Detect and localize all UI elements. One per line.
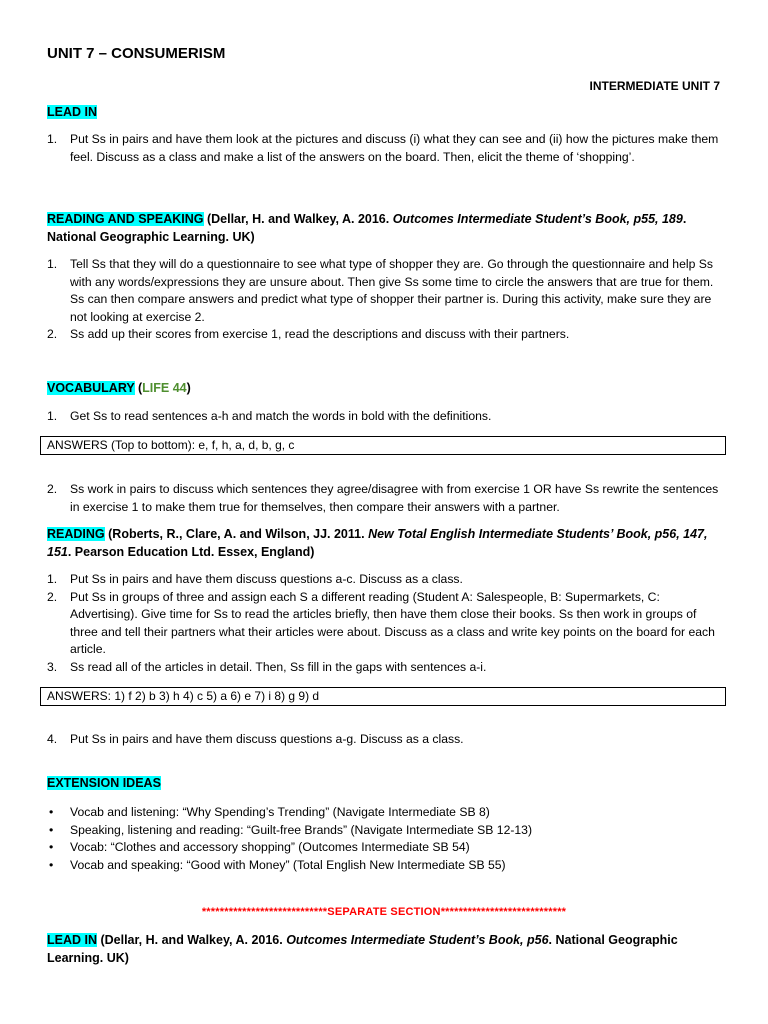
list-item: 1. Get Ss to read sentences a-h and match the words in bold with the definitions. [47,409,492,423]
vocabulary-heading: VOCABULARY (LIFE 44) [47,381,191,395]
list-item: • Vocab and speaking: “Good with Money” (Total English New Intermediate SB 55) [47,857,723,875]
list-item: 1. Tell Ss that they will do a questionnaire to see what type of shopper they are. Go through the questionnaire and help Ss with any words/expressions they are unsure about. Then give Ss some time to circle the answers that are true for them. Ss can then compare answers and predict what type of shopper their partner is. During this activity, make sure they are not looking at exercise 2. [47,257,714,324]
list-item: 3. Ss read all of the articles in detail. Then, Ss fill in the gaps with sentences a-i. [47,659,487,674]
vocabulary-answers-box: ANSWERS (Top to bottom): e, f, h, a, d, b, g, c [40,436,726,455]
reading-heading: READING (Roberts, R., Clare, A. and Wilson, JJ. 2011. New Total English Intermediate Students’ Book, p56, 147, 151. Pearson Education Ltd. Essex, England) [47,527,708,559]
list-item: 2. Ss work in pairs to discuss which sentences they agree/disagree with from exercise 1 OR have Ss rewrite the sentences in exercise 1 to make them true for themselves, then compare their answers with a partner. [47,482,719,514]
list-item: 1. Put Ss in pairs and have them discuss questions a-c. Discuss as a class. [47,572,463,586]
list-item: 1. Put Ss in pairs and have them look at the pictures and discuss (i) what they can see and (ii) how the pictures make them feel. Discuss as a class and make a list of the answers on the board. Then, elicit the theme of ‘shopping’. [47,132,719,164]
bullet-icon: • [49,857,54,872]
lead-in-2-heading: LEAD IN (Dellar, H. and Walkey, A. 2016. Outcomes Intermediate Student’s Book, p56. National Geographic Learning. UK) [47,933,678,965]
vocabulary-step-2 [47,481,723,516]
bullet-icon: • [49,805,54,819]
lead-in-heading [47,104,727,122]
reading-answers-box: ANSWERS: 1) f 2) b 3) h 4) c 5) a 6) e 7) i 8) g 9) d [40,687,726,706]
lead-in-steps [47,131,723,166]
list-item: 2. Ss add up their scores from exercise 1, read the descriptions and discuss with their partners. [47,327,570,341]
reading-step-4 [47,731,723,749]
list-item: 2. Put Ss in groups of three and assign each S a different reading (Student A: Salespeople, B: Supermarkets, C: Advertising). Give time for Ss to read the articles briefly, then have them close their books. Ss then work in groups of three and tell their partners what their articles were about. Discuss as a class and write key points on the board for each article. [47,589,715,656]
extension-heading: EXTENSION IDEAS [47,776,161,790]
list-item: 4. Put Ss in pairs and have them discuss questions a-g. Discuss as a class. [47,732,464,746]
unit-level-label: INTERMEDIATE UNIT 7 [589,79,720,93]
lead-in-heading-text: LEAD IN [47,105,97,119]
extension-list [47,804,723,874]
reading-steps [47,571,723,676]
reading-speaking-heading: READING AND SPEAKING (Dellar, H. and Walkey, A. 2016. Outcomes Intermediate Student’s Book, p55, 189. National Geographic Learning. UK) [47,212,687,244]
list-item: • Vocab and listening: “Why Spending’s Trending” (Navigate Intermediate SB 8) [47,804,723,822]
separate-section-divider: ****************************SEPARATE SECTION**************************** [201,906,567,918]
reading-speaking-steps [47,256,723,344]
bullet-icon: • [49,840,54,854]
bullet-icon: • [49,822,54,837]
list-item: • Vocab: “Clothes and accessory shopping” (Outcomes Intermediate SB 54) [47,839,723,857]
page-title: UNIT 7 – CONSUMERISM [47,45,226,62]
list-item: • Speaking, listening and reading: “Guilt-free Brands” (Navigate Intermediate SB 12-13) [47,822,723,840]
vocabulary-step-1 [47,408,723,426]
